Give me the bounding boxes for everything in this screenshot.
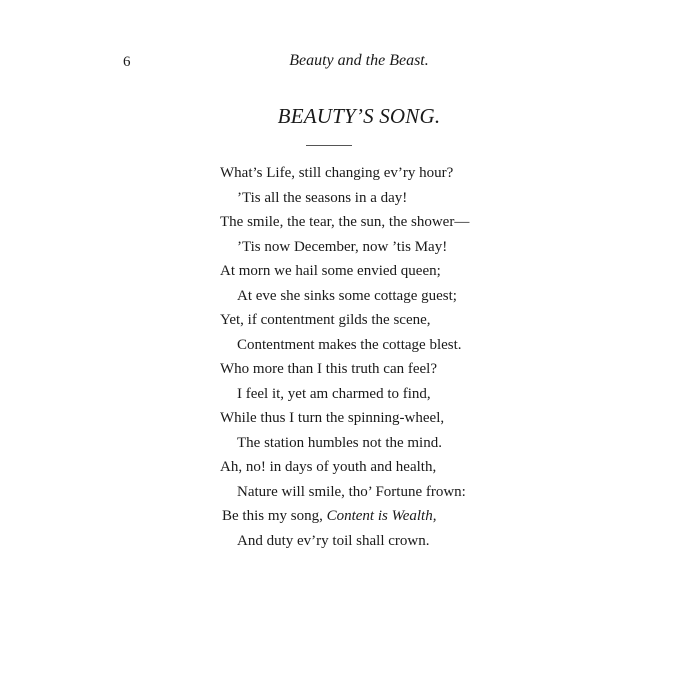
poem-line: At morn we hail some envied queen; — [220, 263, 441, 279]
poem-line: ’Tis all the seasons in a day! — [237, 189, 408, 206]
poem-line-text: Be this my song, — [222, 508, 327, 524]
poem-line: The smile, the tear, the sun, the shower— — [220, 214, 470, 230]
poem-line — [220, 504, 469, 529]
poem-line: Who more than I this truth can feel? — [220, 361, 438, 377]
page-number: 6 — [123, 54, 131, 70]
poem-line: Contentment makes the cottage blest. — [237, 336, 462, 353]
poem-line: And duty ev’ry toil shall crown. — [237, 532, 430, 549]
song-title: BEAUTY’S SONG. — [277, 104, 441, 128]
running-head: Beauty and the Beast. — [289, 52, 429, 69]
poem-line: I feel it, yet am charmed to find, — [237, 385, 431, 402]
poem-line: Ah, no! in days of youth and health, — [220, 459, 437, 475]
poem-line: What’s Life, still changing ev’ry hour? — [220, 165, 454, 181]
poem-line: At eve she sinks some cottage guest; — [237, 287, 457, 304]
poem-line-italic-text: Content is Wealth, — [326, 508, 437, 524]
title-rule-divider — [306, 145, 352, 146]
poem-stanza — [220, 161, 469, 553]
poem-line: Yet, if contentment gilds the scene, — [220, 312, 431, 328]
poem-line: The station humbles not the mind. — [237, 434, 442, 451]
poem-line: ’Tis now December, now ’tis May! — [237, 238, 448, 255]
poem-line: While thus I turn the spinning-wheel, — [220, 410, 445, 426]
poem-line: Nature will smile, tho’ Fortune frown: — [237, 483, 466, 500]
